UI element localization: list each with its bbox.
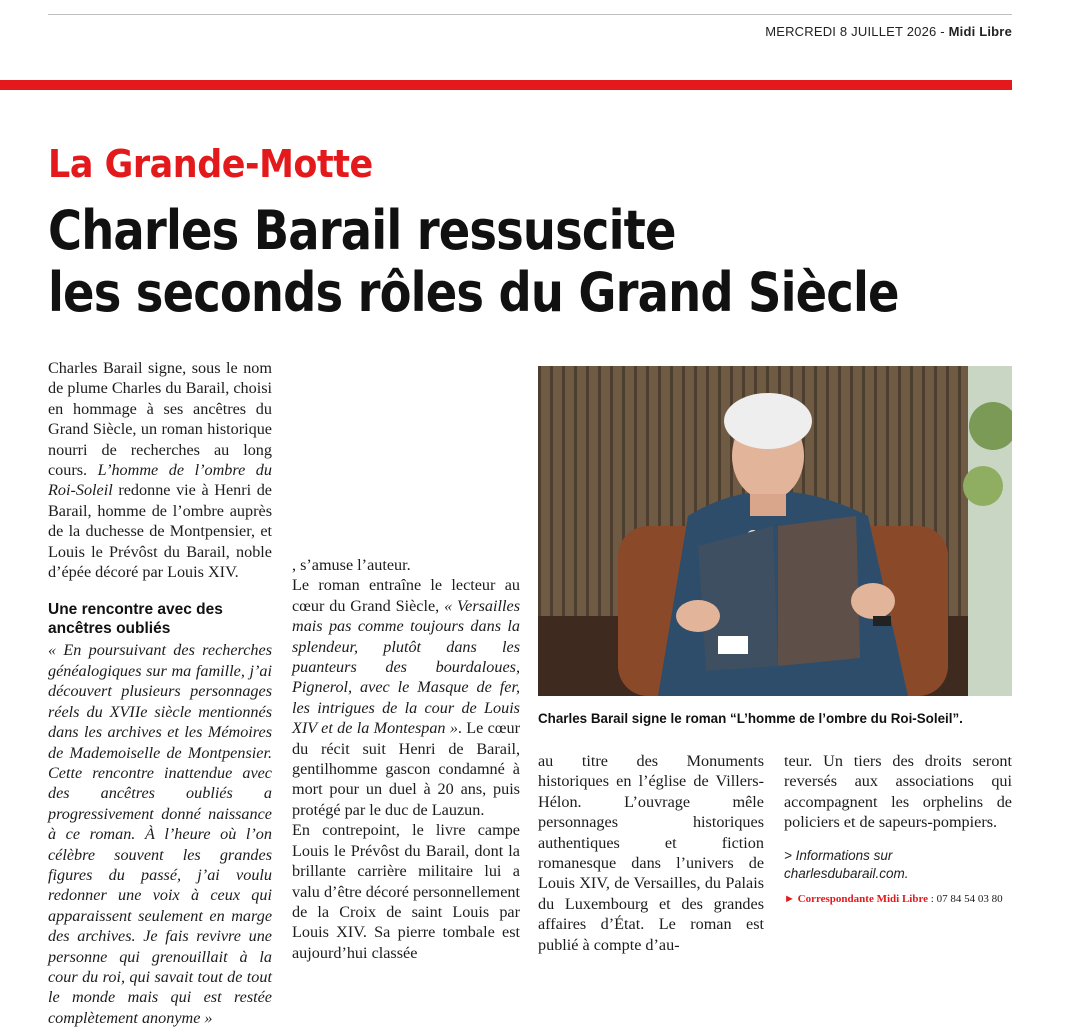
quote-paragraph-start (48, 640, 272, 1028)
lead-paragraph (48, 358, 272, 582)
setting-text-a: Le roman entraîne le lecteur au cœur du Grand Siècle, (292, 576, 520, 615)
correspondent-phone: : 07 84 54 03 80 (928, 892, 1003, 905)
closing-paragraph: teur. Un tiers des droits seront reversés aux associations qui accompagnent les orphelins de policiers et de sapeurs-pompiers. (784, 752, 1012, 832)
headline-line-1: Charles Barail ressuscite (48, 199, 676, 262)
lead-text-a: Charles Barail signe, sous le nom de plume Charles du Barail, choisi en hommage à ses ancêtres du Grand Siècle, un roman historique nourri de recherches au long cours. (48, 359, 272, 480)
article-column-3 (538, 751, 764, 955)
issue-date: MERCREDI 8 JUILLET 2026 (765, 24, 937, 39)
article-column-4 (784, 751, 1012, 909)
setting-quote: « Versailles mais pas comme toujours dans la splendeur, plutôt dans les puanteurs des bourdaloues, Pignerol, avec le Masque de fer, les intrigues de la cour de Louis XIV et de la Montespan » (292, 596, 520, 738)
article-kicker: La Grande-Motte (48, 142, 373, 186)
correspondent-credit (784, 889, 1012, 909)
quote-tail-text: , s’amuse l’auteur. (292, 556, 411, 574)
article-column-1 (48, 358, 272, 1028)
dateline-separator: - (936, 24, 949, 39)
lead-text-b: redonne vie à Henri de Barail, homme de l’ombre auprès de la duchesse de Montpensier, et Louis le Prévôst du Barail, noble d’épée décoré par Louis XIV. (48, 481, 272, 582)
section-red-bar (0, 80, 1012, 90)
newspaper-name: Midi Libre (948, 24, 1012, 39)
counterpoint-paragraph: En contrepoint, le livre campe Louis le Prévôst du Barail, dont la brillante carrière militaire lui a valu d’être décoré personnellement de la Croix de saint Louis par Louis XIV. Sa pierre tombale est aujourd’hui classée (292, 821, 520, 962)
subheading: Une rencontre avec des ancêtres oubliés (48, 601, 223, 638)
setting-text-b: . Le cœur du récit suit Henri de Barail, gentilhomme gascon condamné à mort pour un duel à 20 ans, puis protégé par le duc de Lauzun. (292, 719, 520, 819)
correspondent-label: ► Correspondante Midi Libre (784, 892, 929, 905)
author-photo (538, 366, 1012, 696)
photo-caption: Charles Barail signe le roman “L’homme de l’ombre du Roi-Soleil”. (538, 711, 963, 726)
top-rule (48, 14, 1012, 15)
headline-line-2: les seconds rôles du Grand Siècle (48, 261, 899, 324)
info-block (784, 847, 1012, 883)
info-line-1: > Informations sur (784, 847, 893, 863)
quote-tail (292, 555, 520, 575)
quote-text: « En poursuivant des recherches généalogiques sur ma famille, j’ai découvert plusieurs personnages réels du XVIIe siècle mentionnés dans les archives et les Mémoires de Mademoiselle de Montpensier. Cette rencontre inattendue avec des ancêtres oubliés a progressivement donné naissance à ce roman. À l’heure où l’on célèbre souvent les grandes figures du passé, j’ai voulu redonner une voix à ceux qui apparaissent seulement en marge des archives. Je fais revivre une personne qui grenouillait à la cour du roi, qui savait tout de tout le monde mais qui est restée complètement anonyme » (48, 641, 272, 1027)
article-headline (48, 200, 899, 324)
article-column-2-body (292, 555, 520, 963)
book-title: L’homme de l’ombre du Roi-Soleil (48, 461, 272, 500)
setting-paragraph (292, 575, 520, 820)
page-dateline (765, 24, 1012, 39)
continuation-paragraph: au titre des Monuments historiques en l’église de Villers-Hélon. L’ouvrage mêle personnages historiques authentiques et fiction romanesque dans l’univers de Louis XIV, de Versailles, du Palais du Luxembourg et des grandes affaires d’État. Le roman est publié à compte d’au- (538, 752, 764, 954)
author-reading-illustration (538, 366, 1012, 696)
website-link[interactable]: charlesdubarail.com. (784, 865, 909, 881)
